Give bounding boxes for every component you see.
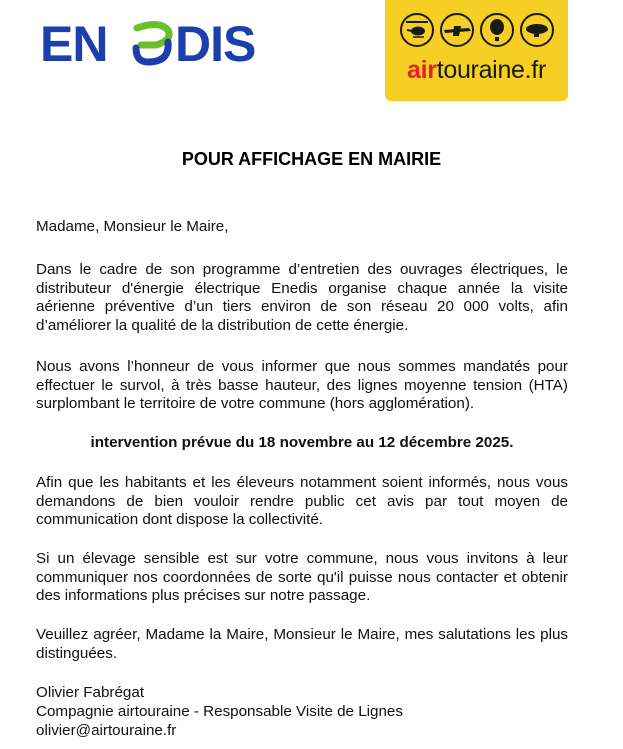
aircraft-icons	[399, 12, 555, 48]
svg-text:EN: EN	[40, 18, 108, 68]
enedis-logo	[40, 18, 255, 68]
plane-icon	[441, 14, 473, 46]
helicopter-icon	[401, 14, 433, 46]
enedis-e-mark	[136, 24, 169, 62]
intervention-dates: intervention prévue du 18 novembre au 12 décembre 2025.	[90, 434, 514, 451]
paragraph-livestock: Si un élevage sensible est sur votre commune, nous vous invitons à leur communiquer nos coordonnées de sorte qu'il puisse nous contacter et obtenir des informations plus précises sur notre passage.	[36, 550, 568, 605]
airtouraine-wordmark-rest: touraine.fr	[436, 56, 546, 84]
balloon-icon	[481, 14, 513, 46]
enedis-logo-text	[255, 18, 256, 19]
signature-name: Olivier Fabrégat	[36, 684, 145, 701]
paragraph-mandate: Nous avons l’honneur de vous informer que nous sommes mandatés pour effectuer le survol, à très basse hauteur, des lignes moyenne tension (HTA) surplombant le territoire de votre commune (hors agglomération).	[36, 358, 568, 413]
salutation: Madame, Monsieur le Maire,	[36, 218, 229, 235]
signature-role: Compagnie airtouraine - Responsable Visite de Lignes	[36, 703, 403, 720]
airtouraine-wordmark-air: air	[407, 56, 437, 84]
airship-icon	[521, 14, 553, 46]
paragraph-publication: Afin que les habitants et les éleveurs notamment soient informés, nous vous demandons de bien vouloir rendre public cet avis par tout moyen de communication dont dispose la collectivité.	[36, 474, 568, 529]
paragraph-closing: Veuillez agréer, Madame la Maire, Monsieur le Maire, mes salutations les plus distinguées.	[36, 626, 568, 662]
airtouraine-wordmark	[385, 56, 568, 85]
svg-text:DIS: DIS	[175, 18, 255, 68]
enedis-logo-mark	[40, 18, 255, 68]
page-title: POUR AFFICHAGE EN MAIRIE	[181, 149, 442, 169]
airtouraine-logo	[385, 0, 568, 101]
signature-email: olivier@airtouraine.fr	[36, 722, 177, 739]
paragraph-intro: Dans le cadre de son programme d’entretien des ouvrages électriques, le distributeur d'énergie électrique Enedis organise chaque année la visite aérienne préventive d’un tiers environ de son réseau 20 000 volts, afin d’améliorer la qualité de la distribution de cette énergie.	[36, 261, 568, 334]
